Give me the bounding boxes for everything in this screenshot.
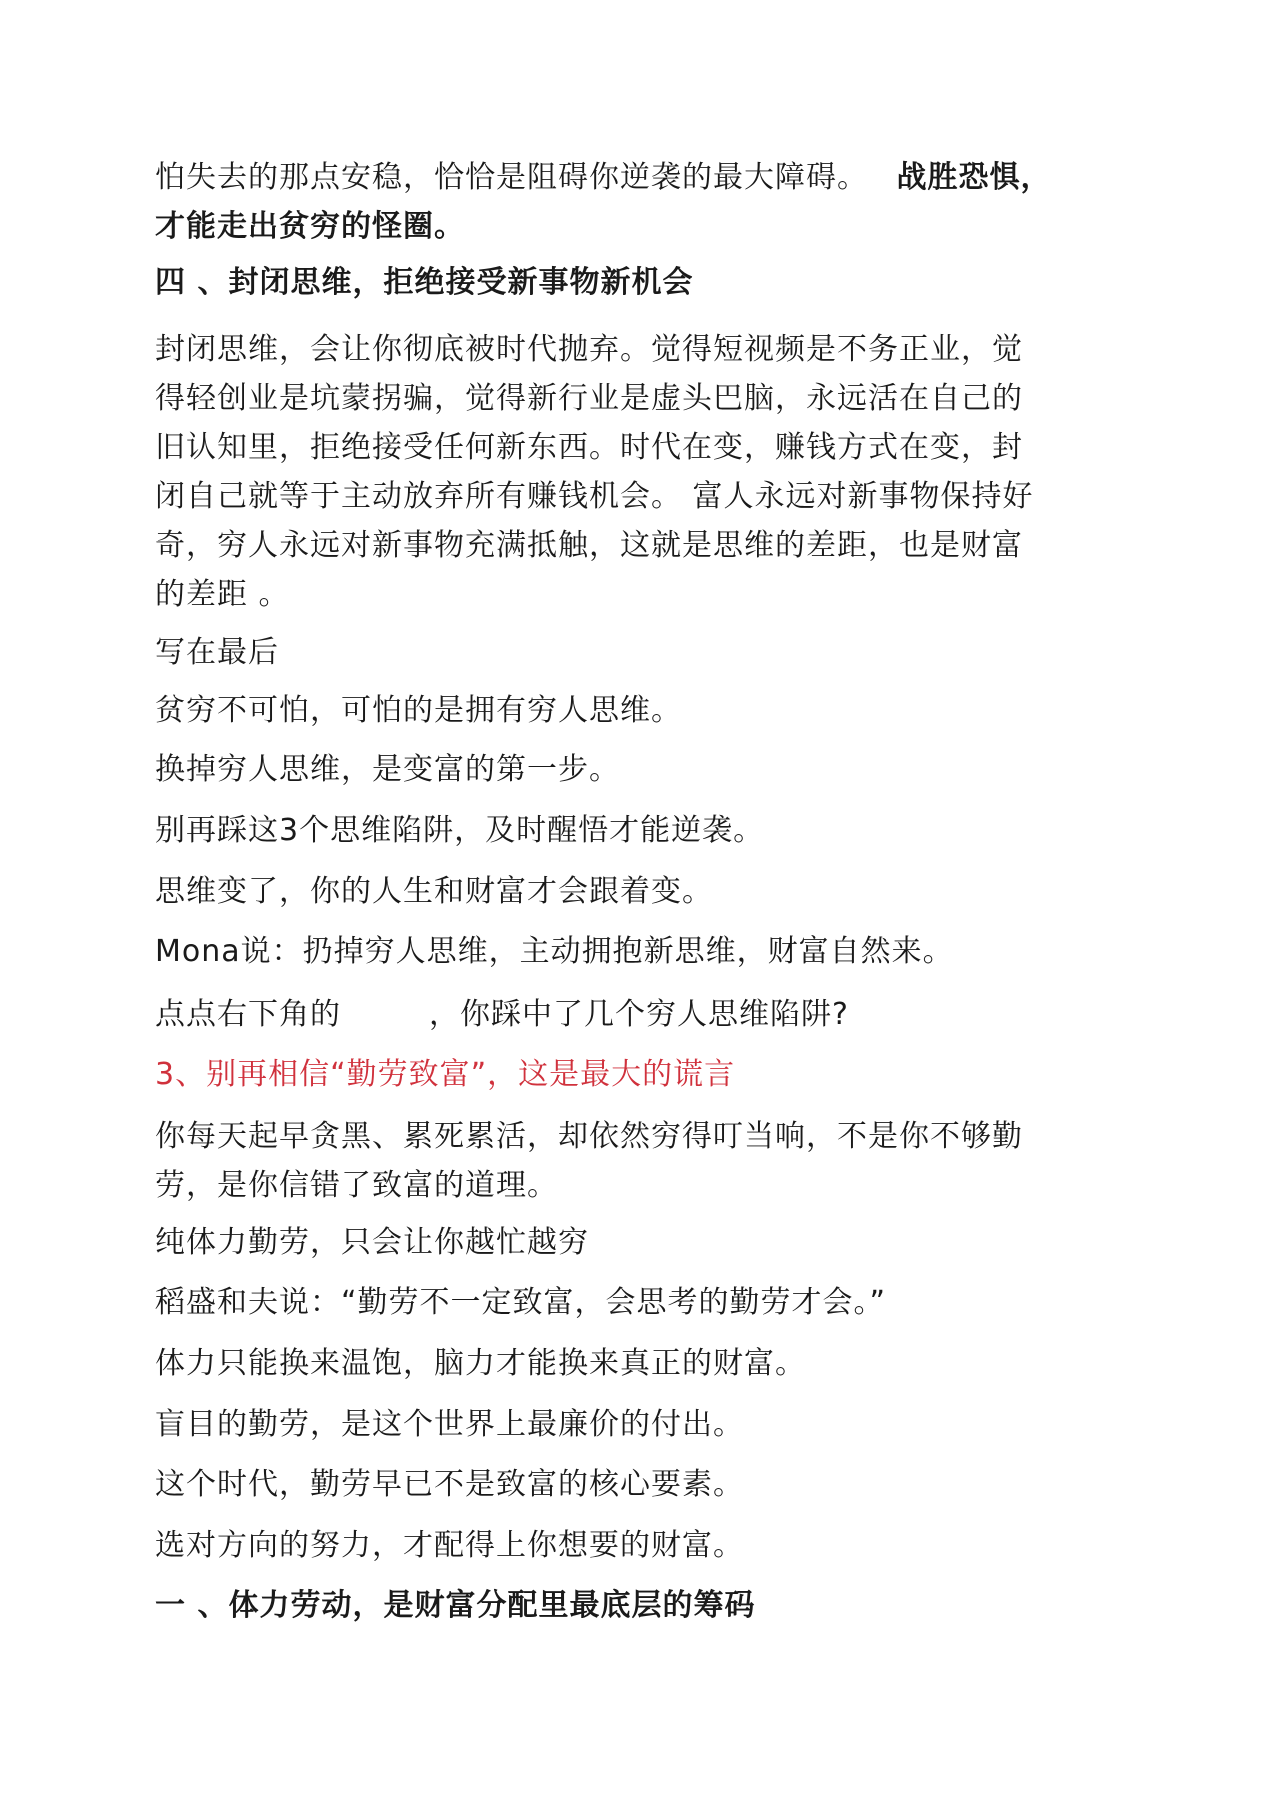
- closing-prompt: [155, 990, 1135, 1039]
- closing-line: 贫穷不可怕，可怕的是拥有穷人思维。: [155, 693, 682, 728]
- section-3-line: 稻盛和夫说：“勤劳不一定致富，会思考的勤劳才会。”: [155, 1285, 887, 1320]
- section-3-intro-line: 劳，是你信错了致富的道理。: [155, 1168, 558, 1203]
- closing-line-mona: Mona说：扔掉穷人思维，主动拥抱新思维，财富自然来。: [155, 934, 954, 969]
- section-3-line: 这个时代，勤劳早已不是致富的核心要素。: [155, 1467, 744, 1502]
- paragraph-closed-line: 奇，穷人永远对新事物充满抵触，这就是思维的差距，也是财富: [155, 528, 1023, 563]
- section-3-line: 盲目的勤劳，是这个世界上最廉价的付出。: [155, 1407, 744, 1442]
- paragraph-closed-line: 封闭思维，会让你彻底被时代抛弃。觉得短视频是不务正业，觉: [155, 332, 1023, 367]
- section-3-title: 3、别再相信“勤劳致富”，这是最大的谎言: [155, 1057, 736, 1092]
- paragraph-closed-line: 得轻创业是坑蒙拐骗，觉得新行业是虚头巴脑，永远活在自己的: [155, 381, 1023, 416]
- heading-physical-labor: 一 、体力劳动，是财富分配里最底层的筹码: [155, 1588, 756, 1623]
- prompt-before-text: 点点右下角的: [155, 997, 341, 1032]
- section-3-intro-line: 你每天起早贪黑、累死累活，却依然穷得叮当响，不是你不够勤: [155, 1119, 1023, 1154]
- section-3-line: 纯体力勤劳，只会让你越忙越穷: [155, 1225, 589, 1260]
- closing-line: 别再踩这3个思维陷阱，及时醒悟才能逆袭。: [155, 813, 765, 848]
- closing-title: 写在最后: [155, 635, 279, 670]
- section-3-line: 体力只能换来温饱，脑力才能换来真正的财富。: [155, 1346, 806, 1381]
- prompt-after-text: ，你踩中了几个穷人思维陷阱?: [429, 997, 849, 1032]
- paragraph-fear-line-2: 才能走出贫穷的怪圈。: [155, 209, 465, 244]
- closing-line: 换掉穷人思维，是变富的第一步。: [155, 752, 620, 787]
- heading-closed-thinking: 四 、封闭思维，拒绝接受新事物新机会: [155, 265, 694, 300]
- paragraph-closed-line: 闭自己就等于主动放弃所有赚钱机会。 富人永远对新事物保持好: [155, 479, 1034, 514]
- paragraph-closed-line: 的差距 。: [155, 577, 290, 612]
- fear-bold-text: 战胜恐惧，: [896, 160, 1052, 195]
- paragraph-closed-line: 旧认知里，拒绝接受任何新东西。时代在变，赚钱方式在变，封: [155, 430, 1023, 465]
- closing-line: 思维变了，你的人生和财富才会跟着变。: [155, 874, 713, 909]
- section-3-line: 选对方向的努力，才配得上你想要的财富。: [155, 1528, 744, 1563]
- fear-text: 怕失去的那点安稳，恰恰是阻碍你逆袭的最大障碍。: [155, 160, 868, 195]
- paragraph-fear-line-1: [155, 153, 1135, 202]
